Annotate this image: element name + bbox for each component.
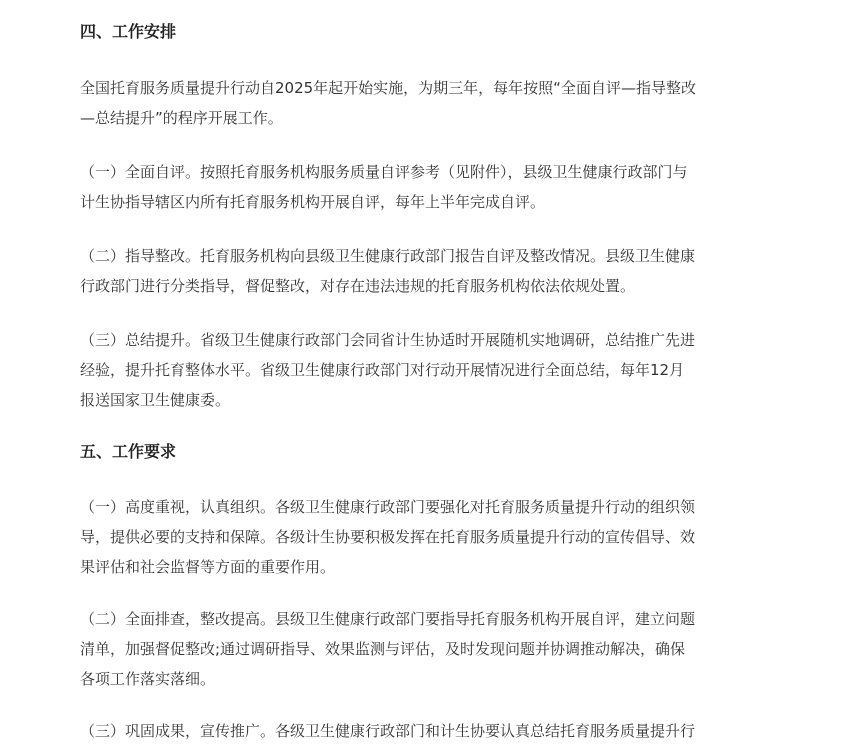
- paragraph-consolidation: [80, 716, 770, 746]
- text-line: 报送国家卫生健康委。: [80, 391, 231, 409]
- paragraph-summary-improvement: [80, 325, 770, 415]
- paragraph-implementation-overview: [80, 73, 770, 133]
- section-heading-work-requirements: 五、工作要求: [80, 442, 177, 461]
- section-heading-work-arrangement: 四、工作安排: [80, 22, 177, 41]
- text-line: 清单，加强督促整改;通过调研指导、效果监测与评估，及时发现问题并协调推动解决，确保: [80, 640, 686, 658]
- text-line: （二）指导整改。托育服务机构向县级卫生健康行政部门报告自评及整改情况。县级卫生健康: [80, 247, 696, 265]
- text-line: 各项工作落实落细。: [80, 670, 216, 688]
- text-line: （三）总结提升。省级卫生健康行政部门会同省计生协适时开展随机实地调研，总结推广先进: [80, 331, 696, 349]
- text-line: （一）高度重视，认真组织。各级卫生健康行政部门要强化对托育服务质量提升行动的组织领: [80, 498, 696, 516]
- paragraph-guided-rectification: [80, 241, 770, 301]
- text-line: 导，提供必要的支持和保障。各级计生协要积极发挥在托育服务质量提升行动的宣传倡导、效: [80, 528, 696, 546]
- text-line: （二）全面排查，整改提高。县级卫生健康行政部门要指导托育服务机构开展自评，建立问题: [80, 610, 696, 628]
- text-line: 全国托育服务质量提升行动自2025年起开始实施，为期三年，每年按照“全面自评—指导整改: [80, 79, 696, 97]
- paragraph-organization: [80, 492, 770, 582]
- text-line: 计生协指导辖区内所有托育服务机构开展自评，每年上半年完成自评。: [80, 193, 546, 211]
- paragraph-self-assessment: [80, 157, 770, 217]
- paragraph-inspection: [80, 604, 770, 694]
- text-line: 果评估和社会监督等方面的重要作用。: [80, 558, 336, 576]
- text-line: （一）全面自评。按照托育服务机构服务质量自评参考（见附件），县级卫生健康行政部门与: [80, 163, 688, 181]
- text-line: 行政部门进行分类指导，督促整改，对存在违法违规的托育服务机构依法依规处置。: [80, 277, 636, 295]
- text-line: 经验，提升托育整体水平。省级卫生健康行政部门对行动开展情况进行全面总结，每年12月: [80, 361, 685, 379]
- text-line: —总结提升”的程序开展工作。: [80, 109, 283, 127]
- text-line: （三）巩固成果，宣传推广。各级卫生健康行政部门和计生协要认真总结托育服务质量提升行: [80, 722, 696, 740]
